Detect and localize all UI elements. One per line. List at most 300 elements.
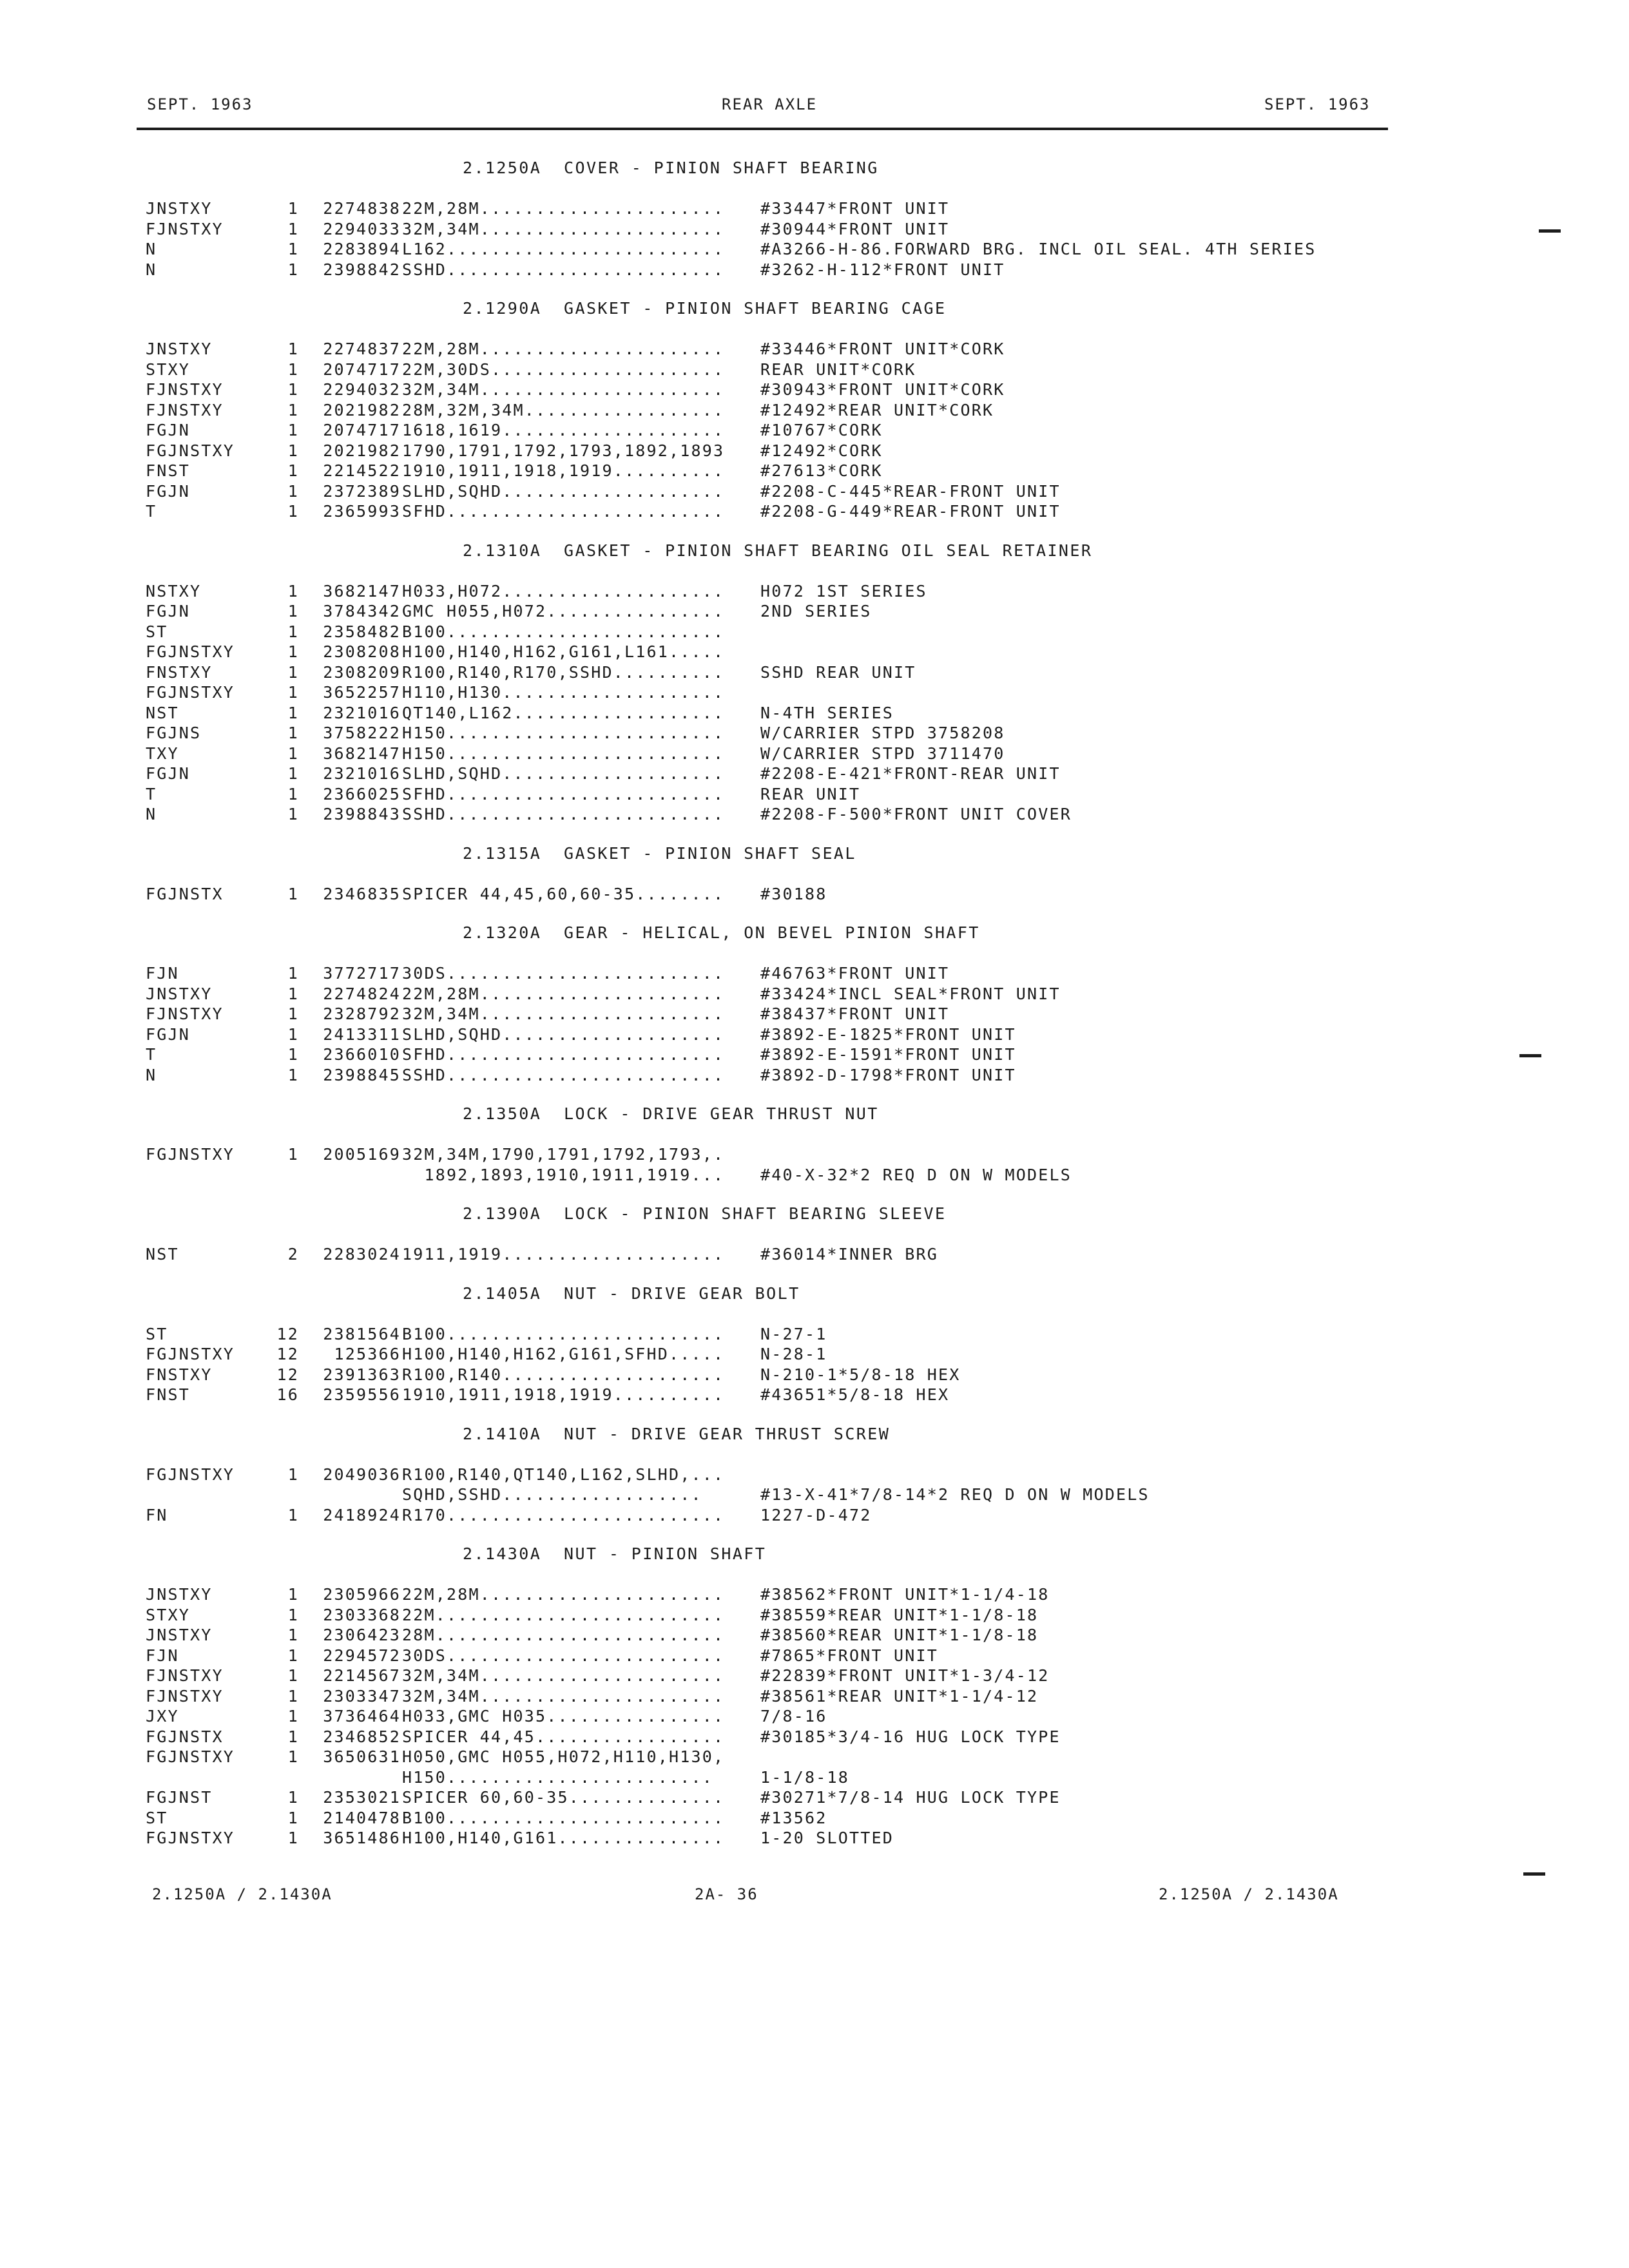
remarks: #30188: [760, 884, 827, 903]
model-codes: ST: [146, 1324, 168, 1343]
part-row: [146, 1666, 1428, 1686]
quantity: 1: [287, 380, 299, 399]
part-number: 2346835: [323, 884, 401, 903]
quantity: 1: [287, 703, 299, 722]
part-number: 3682147: [323, 581, 401, 601]
remarks: #7865*FRONT UNIT: [760, 1646, 939, 1665]
section-title-row: [146, 1204, 1428, 1225]
quantity: 1: [287, 1145, 299, 1164]
part-row: [146, 963, 1428, 984]
part-row: [146, 441, 1428, 461]
model-codes: FGJNSTXY: [146, 441, 235, 460]
remarks: W/CARRIER STPD 3758208: [760, 724, 1005, 742]
model-codes: FGJNSTX: [146, 884, 224, 903]
part-number: 2214522: [323, 461, 401, 480]
model-codes: FGJNSTXY: [146, 1829, 235, 1847]
part-number: 3682147: [323, 744, 401, 763]
application: SPICER 44,45,60,60-35........: [402, 884, 725, 903]
quantity: 1: [287, 744, 299, 763]
part-row: [146, 1024, 1428, 1045]
application: GMC H055,H072................: [402, 602, 725, 620]
section-title: 2.1390A LOCK - PINION SHAFT BEARING SLEEVE: [463, 1204, 947, 1223]
remarks: #30943*FRONT UNIT*CORK: [760, 380, 1005, 399]
quantity: 1: [287, 884, 299, 903]
quantity: 1: [287, 683, 299, 702]
remarks: N-210-1*5/8-18 HEX: [760, 1365, 961, 1384]
section: [146, 299, 1428, 522]
part-row: [146, 339, 1428, 360]
application: R100,R140....................: [402, 1365, 725, 1384]
quantity: 12: [276, 1324, 299, 1343]
part-row: [146, 1144, 1428, 1165]
section-title: 2.1320A GEAR - HELICAL, ON BEVEL PINION SHAFT: [463, 923, 980, 942]
quantity: 1: [287, 1808, 299, 1827]
application: 22M,28M......................: [402, 340, 725, 358]
quantity: 1: [287, 1585, 299, 1604]
remarks: #2208-E-421*FRONT-REAR UNIT: [760, 764, 1061, 783]
quantity: 1: [287, 441, 299, 460]
model-codes: ST: [146, 1808, 168, 1827]
application: 1790,1791,1792,1793,1892,1893: [402, 441, 725, 460]
model-codes: FGJN: [146, 602, 191, 620]
part-row: [146, 884, 1428, 905]
part-number: 2321016: [323, 703, 401, 722]
remarks: N-4TH SERIES: [760, 703, 894, 722]
model-codes: FJNSTXY: [146, 1686, 224, 1706]
model-codes: STXY: [146, 360, 191, 379]
part-number: 3650631: [323, 1747, 401, 1766]
part-number: 2049036: [323, 1465, 401, 1484]
model-codes: T: [146, 784, 157, 803]
part-row: [146, 501, 1428, 522]
quantity: 1: [287, 1024, 299, 1044]
part-row: [146, 764, 1428, 784]
part-number: 2140478: [323, 1808, 401, 1827]
part-row: [146, 1485, 1428, 1505]
application: SLHD,SQHD....................: [402, 481, 725, 501]
quantity: 1: [287, 1829, 299, 1847]
part-row: [146, 581, 1428, 602]
section: [146, 923, 1428, 1085]
part-number: 2074717: [323, 421, 401, 439]
section-title-row: [146, 159, 1428, 179]
quantity: 1: [287, 1646, 299, 1665]
part-row: [146, 601, 1428, 622]
model-codes: FGJNSTX: [146, 1727, 224, 1746]
quantity: 1: [287, 1065, 299, 1084]
footer-page-number: 2A- 36: [695, 1885, 758, 1903]
application: H150.........................: [402, 744, 725, 763]
application: SSHD.........................: [402, 1065, 725, 1084]
remarks: #12492*REAR UNIT*CORK: [760, 400, 994, 419]
model-codes: FJNSTXY: [146, 380, 224, 399]
section-title: 2.1350A LOCK - DRIVE GEAR THRUST NUT: [463, 1104, 879, 1123]
application: 22M,30DS.....................: [402, 360, 725, 379]
part-row: [146, 1828, 1428, 1849]
remarks: H072 1ST SERIES: [760, 581, 927, 601]
quantity: 1: [287, 1626, 299, 1644]
model-codes: JXY: [146, 1707, 179, 1725]
quantity: 1: [287, 340, 299, 358]
remarks: #3892-E-1591*FRONT UNIT: [760, 1045, 1016, 1064]
part-number: 2398843: [323, 805, 401, 823]
quantity: 1: [287, 1747, 299, 1766]
model-codes: FJN: [146, 1646, 179, 1665]
part-number: 3784342: [323, 602, 401, 620]
quantity: 1: [287, 581, 299, 601]
application: H150........................: [402, 1767, 714, 1787]
quantity: 1: [287, 461, 299, 480]
application: 22M,28M......................: [402, 1585, 725, 1604]
remarks: N-27-1: [760, 1324, 827, 1343]
model-codes: FGJNSTXY: [146, 1145, 235, 1164]
part-row: [146, 481, 1428, 502]
model-codes: FNSTXY: [146, 1365, 213, 1384]
model-codes: FGJNS: [146, 724, 202, 742]
quantity: 2: [287, 1245, 299, 1264]
part-number: 2358482: [323, 622, 401, 641]
remarks: #13-X-41*7/8-14*2 REQ D ON W MODELS: [760, 1485, 1150, 1504]
remarks: REAR UNIT: [760, 784, 861, 803]
application: H100,H140,G161...............: [402, 1829, 725, 1847]
part-row: [146, 400, 1428, 421]
model-codes: FJN: [146, 964, 179, 983]
model-codes: FGJN: [146, 481, 191, 501]
application: SPICER 60,60-35..............: [402, 1788, 725, 1807]
application: SLHD,SQHD....................: [402, 1024, 725, 1044]
section: [146, 1284, 1428, 1405]
model-codes: FNST: [146, 1385, 191, 1404]
application: SFHD.........................: [402, 502, 725, 521]
application: SQHD,SSHD..................: [402, 1485, 702, 1504]
remarks: #30185*3/4-16 HUG LOCK TYPE: [760, 1727, 1061, 1746]
section: [146, 1204, 1428, 1265]
application: 30DS.........................: [402, 1646, 725, 1665]
application: 22M,28M......................: [402, 199, 725, 218]
model-codes: JNSTXY: [146, 199, 213, 218]
remarks: #2208-F-500*FRONT UNIT COVER: [760, 805, 1072, 823]
part-number: 2381564: [323, 1324, 401, 1343]
section: [146, 1544, 1428, 1849]
remarks: #30271*7/8-14 HUG LOCK TYPE: [760, 1788, 1061, 1807]
model-codes: FN: [146, 1505, 168, 1524]
section: [146, 1425, 1428, 1526]
remarks: #3892-D-1798*FRONT UNIT: [760, 1065, 1016, 1084]
part-row: [146, 682, 1428, 703]
part-number: 2305966: [323, 1585, 401, 1604]
quantity: 1: [287, 1686, 299, 1706]
part-row: [146, 642, 1428, 662]
part-row: [146, 1584, 1428, 1605]
part-number: 125366: [334, 1345, 401, 1363]
quantity: 1: [287, 642, 299, 661]
margin-mark: [1523, 1872, 1545, 1876]
model-codes: FGJNSTXY: [146, 683, 235, 702]
remarks: #30944*FRONT UNIT: [760, 219, 950, 238]
part-row: [146, 984, 1428, 1004]
quantity: 1: [287, 724, 299, 742]
section: [146, 159, 1428, 280]
application: 32M,34M......................: [402, 1666, 725, 1685]
part-number: 3758222: [323, 724, 401, 742]
model-codes: JNSTXY: [146, 340, 213, 358]
model-codes: FJNSTXY: [146, 400, 224, 419]
section-title: 2.1430A NUT - PINION SHAFT: [463, 1544, 767, 1563]
part-number: 2274837: [323, 340, 401, 358]
footer-range-right: 2.1250A / 2.1430A: [1159, 1885, 1339, 1903]
part-number: 2366010: [323, 1045, 401, 1064]
quantity: 1: [287, 1045, 299, 1064]
part-number: 2294032: [323, 380, 401, 399]
remarks: #33424*INCL SEAL*FRONT UNIT: [760, 984, 1061, 1003]
header-title: REAR AXLE: [722, 95, 818, 113]
quantity: 12: [276, 1345, 299, 1363]
quantity: 1: [287, 1605, 299, 1624]
application: SFHD.........................: [402, 1045, 725, 1064]
part-number: 2321016: [323, 764, 401, 783]
model-codes: JNSTXY: [146, 1585, 213, 1604]
remarks: N-28-1: [760, 1345, 827, 1363]
part-number: 3651486: [323, 1829, 401, 1847]
application: H100,H140,H162,G161,L161.....: [402, 642, 725, 661]
part-row: [146, 723, 1428, 744]
application: SSHD.........................: [402, 260, 725, 279]
part-number: 3652257: [323, 683, 401, 702]
quantity: 1: [287, 1465, 299, 1484]
part-number: 2021982: [323, 400, 401, 419]
application: H033,GMC H035................: [402, 1707, 725, 1725]
part-number: 2283024: [323, 1245, 401, 1264]
quantity: 1: [287, 199, 299, 218]
quantity: 1: [287, 1505, 299, 1524]
application: B100.........................: [402, 1808, 725, 1827]
part-row: [146, 1767, 1428, 1788]
quantity: 1: [287, 622, 299, 641]
part-row: [146, 1505, 1428, 1526]
application: B100.........................: [402, 1324, 725, 1343]
part-number: 2413311: [323, 1024, 401, 1044]
part-number: 2366025: [323, 784, 401, 803]
remarks: #46763*FRONT UNIT: [760, 964, 950, 983]
model-codes: FJNSTXY: [146, 1666, 224, 1685]
quantity: 1: [287, 1004, 299, 1023]
remarks: #40-X-32*2 REQ D ON W MODELS: [760, 1165, 1072, 1184]
part-number: 3736464: [323, 1707, 401, 1725]
part-row: [146, 1625, 1428, 1646]
quantity: 1: [287, 481, 299, 501]
part-number: 2283894: [323, 240, 401, 258]
section: [146, 844, 1428, 905]
part-row: [146, 360, 1428, 380]
part-row: [146, 1465, 1428, 1485]
remarks: #22839*FRONT UNIT*1-3/4-12: [760, 1666, 1050, 1685]
application: SLHD,SQHD....................: [402, 764, 725, 783]
application: SPICER 44,45.................: [402, 1727, 725, 1746]
quantity: 1: [287, 662, 299, 682]
part-number: 2303347: [323, 1686, 401, 1706]
section-title: 2.1290A GASKET - PINION SHAFT BEARING CAGE: [463, 299, 947, 318]
model-codes: ST: [146, 622, 168, 641]
model-codes: FGJNST: [146, 1788, 213, 1807]
application: H100,H140,H162,G161,SFHD.....: [402, 1345, 725, 1363]
part-row: [146, 744, 1428, 764]
model-codes: NST: [146, 703, 179, 722]
part-row: [146, 260, 1428, 280]
part-row: [146, 1727, 1428, 1747]
application: H050,GMC H055,H072,H110,H130,: [402, 1747, 725, 1766]
section-title: 2.1315A GASKET - PINION SHAFT SEAL: [463, 843, 856, 863]
model-codes: N: [146, 1065, 157, 1084]
model-codes: T: [146, 502, 157, 521]
remarks: #33447*FRONT UNIT: [760, 199, 950, 218]
section-title-row: [146, 844, 1428, 865]
quantity: 1: [287, 360, 299, 379]
part-row: [146, 380, 1428, 400]
quantity: 1: [287, 602, 299, 620]
part-number: 2365993: [323, 502, 401, 521]
part-row: [146, 420, 1428, 441]
section-title-row: [146, 1544, 1428, 1565]
section-title: 2.1250A COVER - PINION SHAFT BEARING: [463, 159, 879, 177]
remarks: #38437*FRONT UNIT: [760, 1004, 950, 1023]
model-codes: N: [146, 240, 157, 258]
application: R100,R140,R170,SSHD..........: [402, 662, 725, 682]
section: [146, 541, 1428, 825]
model-codes: NST: [146, 1245, 179, 1264]
application: 1911,1919....................: [402, 1245, 725, 1264]
part-number: 2005169: [323, 1145, 401, 1164]
remarks: 1-1/8-18: [760, 1767, 850, 1787]
section-title-row: [146, 1425, 1428, 1445]
quantity: 1: [287, 964, 299, 983]
parts-list: [146, 159, 1428, 1868]
application: R170.........................: [402, 1505, 725, 1524]
section-title-row: [146, 541, 1428, 562]
part-number: 2353021: [323, 1788, 401, 1807]
part-row: [146, 1686, 1428, 1707]
section-title-row: [146, 1284, 1428, 1305]
header-date-right: SEPT. 1963: [1264, 95, 1371, 113]
quantity: 1: [287, 805, 299, 823]
part-row: [146, 1747, 1428, 1767]
model-codes: FNSTXY: [146, 662, 213, 682]
part-number: 2021982: [323, 441, 401, 460]
quantity: 1: [287, 240, 299, 258]
model-codes: FGJN: [146, 1024, 191, 1044]
part-number: 3772717: [323, 964, 401, 983]
application: H033,H072....................: [402, 581, 725, 601]
quantity: 1: [287, 260, 299, 279]
application: 32M,34M......................: [402, 219, 725, 238]
part-row: [146, 1244, 1428, 1265]
quantity: 1: [287, 502, 299, 521]
remarks: #36014*INNER BRG: [760, 1245, 939, 1264]
part-number: 2274824: [323, 984, 401, 1003]
application: 30DS.........................: [402, 964, 725, 983]
application: R100,R140,QT140,L162,SLHD,...: [402, 1465, 725, 1484]
section: [146, 1104, 1428, 1185]
quantity: 16: [276, 1385, 299, 1404]
remarks: #A3266-H-86.FORWARD BRG. INCL OIL SEAL. 4TH SERIES: [760, 240, 1316, 258]
part-number: 2308209: [323, 662, 401, 682]
quantity: 1: [287, 1788, 299, 1807]
part-number: 2306423: [323, 1626, 401, 1644]
section-title: 2.1410A NUT - DRIVE GEAR THRUST SCREW: [463, 1424, 891, 1443]
footer-range-left: 2.1250A / 2.1430A: [152, 1885, 333, 1903]
part-row: [146, 804, 1428, 825]
quantity: 1: [287, 219, 299, 238]
quantity: 1: [287, 1707, 299, 1725]
part-row: [146, 1165, 1428, 1186]
model-codes: FGJN: [146, 764, 191, 783]
section-title-row: [146, 923, 1428, 944]
part-row: [146, 1004, 1428, 1024]
part-number: 2303368: [323, 1605, 401, 1624]
part-row: [146, 703, 1428, 724]
application: 22M,28M......................: [402, 984, 725, 1003]
model-codes: NSTXY: [146, 581, 202, 601]
model-codes: STXY: [146, 1605, 191, 1624]
model-codes: FGJNSTXY: [146, 1345, 235, 1363]
remarks: W/CARRIER STPD 3711470: [760, 744, 1005, 763]
part-number: 2294572: [323, 1646, 401, 1665]
remarks: #3262-H-112*FRONT UNIT: [760, 260, 1005, 279]
remarks: #13562: [760, 1808, 827, 1827]
application: 22M..........................: [402, 1605, 725, 1624]
application: QT140,L162...................: [402, 703, 725, 722]
part-row: [146, 1706, 1428, 1727]
part-number: 2294033: [323, 219, 401, 238]
application: 28M..........................: [402, 1626, 725, 1644]
application: 32M,34M......................: [402, 1686, 725, 1706]
part-row: [146, 1385, 1428, 1405]
model-codes: FJNSTXY: [146, 1004, 224, 1023]
application: H110,H130....................: [402, 683, 725, 702]
application: SSHD.........................: [402, 805, 725, 823]
remarks: #12492*CORK: [760, 441, 883, 460]
application: 1910,1911,1918,1919..........: [402, 1385, 725, 1404]
remarks: #10767*CORK: [760, 421, 883, 439]
model-codes: JNSTXY: [146, 984, 213, 1003]
part-number: 2074717: [323, 360, 401, 379]
remarks: #2208-C-445*REAR-FRONT UNIT: [760, 481, 1061, 501]
model-codes: N: [146, 805, 157, 823]
part-row: [146, 219, 1428, 240]
remarks: #38561*REAR UNIT*1-1/4-12: [760, 1686, 1039, 1706]
remarks: #3892-E-1825*FRONT UNIT: [760, 1024, 1016, 1044]
application: 32M,34M......................: [402, 1004, 725, 1023]
remarks: 7/8-16: [760, 1707, 827, 1725]
remarks: #27613*CORK: [760, 461, 883, 480]
application: L162.........................: [402, 240, 725, 258]
part-row: [146, 1324, 1428, 1345]
header-date-left: SEPT. 1963: [147, 95, 253, 113]
quantity: 1: [287, 984, 299, 1003]
remarks: 2ND SERIES: [760, 602, 872, 620]
application: 1618,1619....................: [402, 421, 725, 439]
quantity: 1: [287, 764, 299, 783]
model-codes: JNSTXY: [146, 1626, 213, 1644]
part-row: [146, 1605, 1428, 1626]
part-row: [146, 784, 1428, 805]
model-codes: FGJN: [146, 421, 191, 439]
application: 1892,1893,1910,1911,1919...: [402, 1165, 725, 1184]
remarks: SSHD REAR UNIT: [760, 662, 916, 682]
application: B100.........................: [402, 622, 725, 641]
section-title: 2.1405A NUT - DRIVE GEAR BOLT: [463, 1283, 800, 1303]
application: 28M,32M,34M..................: [402, 400, 725, 419]
part-row: [146, 1365, 1428, 1385]
